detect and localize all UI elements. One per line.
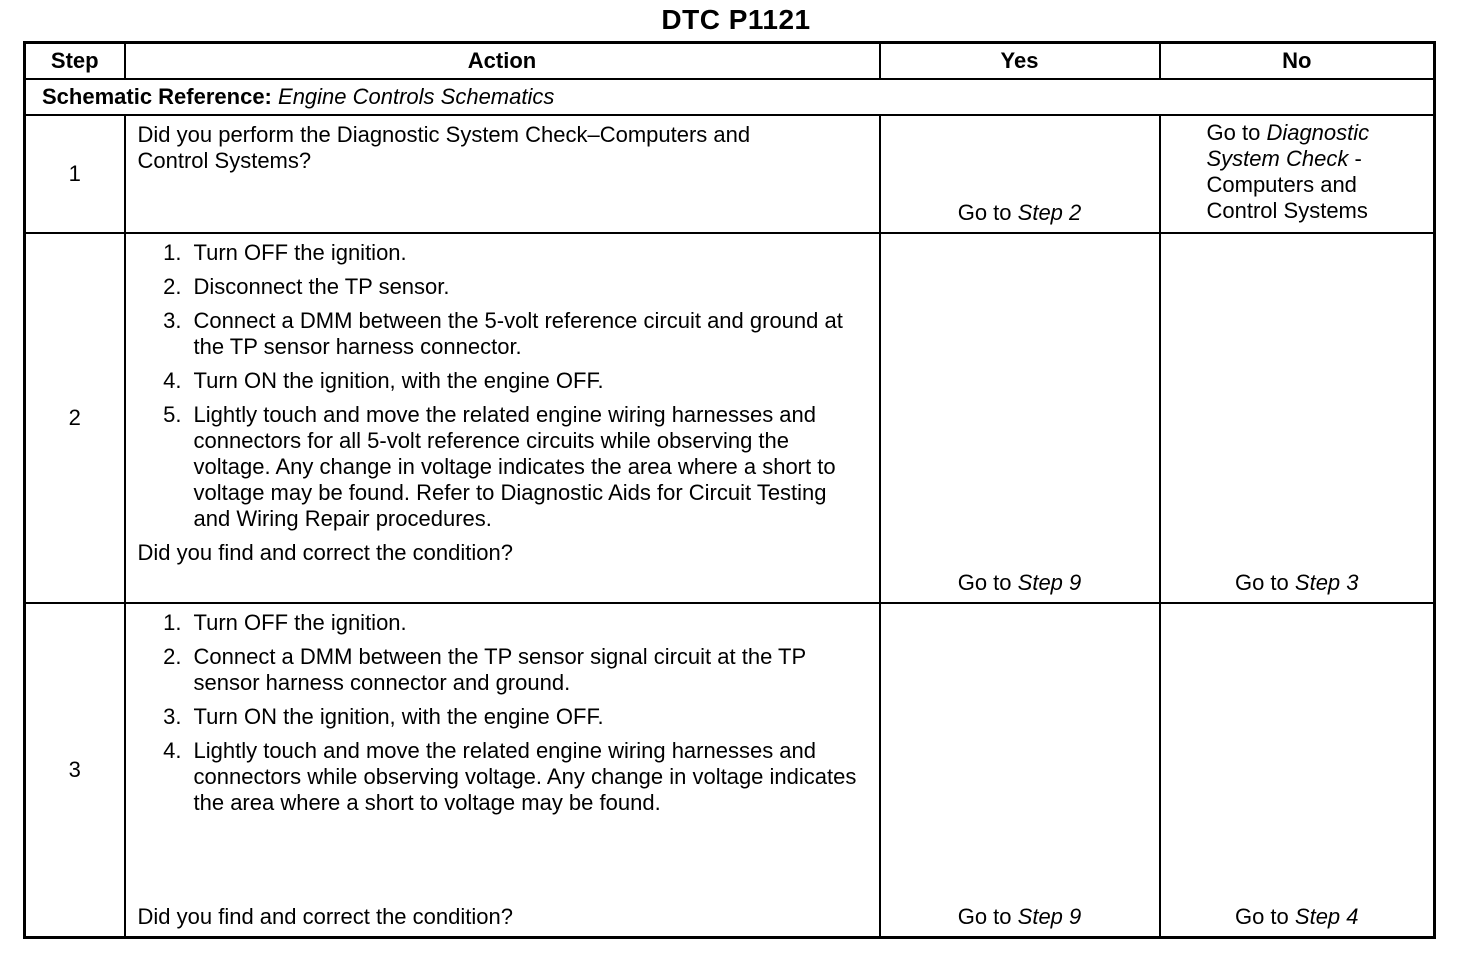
header-action: Action [125,43,880,80]
instruction-list [138,240,869,532]
table-row [25,603,1435,937]
page-title: DTC P1121 [661,4,811,35]
go-to-text: Go to [957,903,1012,929]
go-to-text: Go to [1206,120,1261,145]
table-row [25,115,1435,233]
no-go-to[interactable] [1235,904,1359,929]
instruction-list [138,610,869,816]
header-yes: Yes [880,43,1160,80]
no-target: Diagnostic System Check [1206,120,1370,171]
no-cell [1160,603,1435,937]
yes-target: Step 2 [1017,200,1082,225]
no-target: Step 3 [1294,570,1359,595]
step-question: Did you find and correct the condition? [137,540,513,565]
go-to-text: Go to [1234,903,1289,929]
no-cell [1160,115,1435,233]
yes-go-to[interactable] [958,570,1082,595]
yes-target: Step 9 [1017,903,1082,929]
go-to-text: Go to [957,570,1012,595]
go-to-text: Go to [957,200,1012,225]
no-suffix: - Computers and Control Systems [1206,146,1368,223]
no-go-to[interactable] [1207,120,1370,223]
no-target: Step 4 [1294,903,1359,929]
schematic-label: Schematic Reference: [42,84,272,109]
step-number: 3 [25,603,125,937]
header-row [25,43,1435,80]
step-number: 1 [25,115,125,233]
yes-go-to[interactable] [958,200,1082,225]
no-go-to[interactable] [1235,570,1359,595]
yes-cell [880,115,1160,233]
list-item: 1. Turn OFF the ignition. [163,610,407,635]
schematic-link[interactable]: Engine Controls Schematics [278,84,555,109]
list-item: 5. Lightly touch and move the related engine wiring harnesses and connectors for all 5-volt reference circuits while observing the voltage. Any change in voltage indicates the area where a short to voltage may be found. Refer to Diagnostic Aids for Circuit Testing and Wiring Repair procedures. [163,402,836,531]
action-cell [125,603,880,937]
schematic-row [25,79,1435,115]
header-step: Step [25,43,125,80]
list-item: 3. Connect a DMM between the 5-volt reference circuit and ground at the TP sensor harness connector. [163,308,843,359]
action-cell [125,233,880,603]
table-row [25,233,1435,603]
diagnostic-table [23,41,1436,939]
step-question: Did you perform the Diagnostic System Check–Computers and Control Systems? [137,122,751,173]
yes-cell [880,233,1160,603]
yes-cell [880,603,1160,937]
go-to-text: Go to [1234,570,1289,595]
yes-go-to[interactable] [958,904,1082,929]
schematic-reference [25,79,1435,115]
no-cell [1160,233,1435,603]
header-no: No [1160,43,1435,80]
step-question: Did you find and correct the condition? [137,903,513,929]
list-item: 2. Disconnect the TP sensor. [163,274,450,299]
yes-target: Step 9 [1017,570,1082,595]
list-item: 3. Turn ON the ignition, with the engine OFF. [163,704,604,729]
list-item: 2. Connect a DMM between the TP sensor signal circuit at the TP sensor harness connector and ground. [163,644,806,695]
action-cell [125,115,880,233]
step-number: 2 [25,233,125,603]
list-item: 4. Turn ON the ignition, with the engine OFF. [163,368,604,393]
list-item: 4. Lightly touch and move the related engine wiring harnesses and connectors while observing voltage. Any change in voltage indicates the area where a short to voltage may be found. [163,738,857,815]
list-item: 1. Turn OFF the ignition. [163,240,407,265]
